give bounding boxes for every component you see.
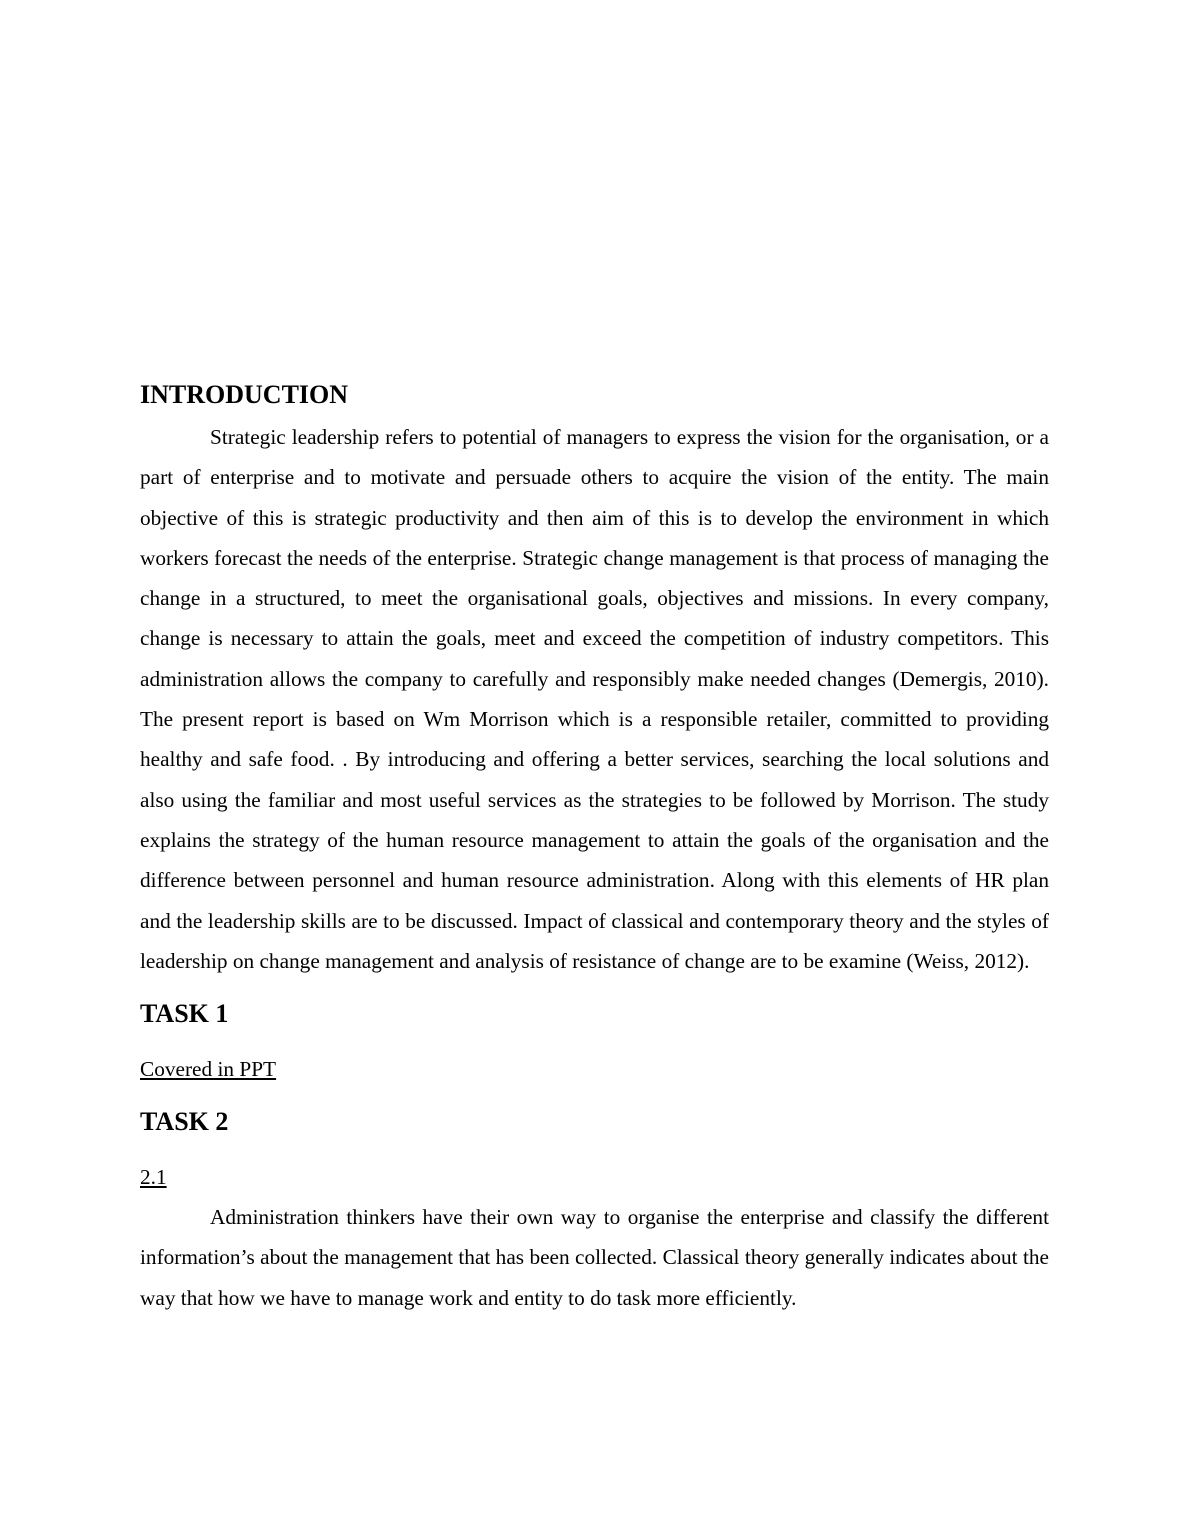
introduction-heading: INTRODUCTION xyxy=(140,380,349,409)
introduction-paragraph: Strategic leadership refers to potential of managers to express the vision for the organisation, or a part of enterprise and to motivate and persuade others to acquire the vision of the entity. The main objective of this is strategic productivity and then aim of this is to develop the environment in which workers forecast the needs of the enterprise. Strategic change management is that process of managing the change in a structured, to meet the organisational goals, objectives and missions. In every company, change is necessary to attain the goals, meet and exceed the competition of industry competitors. This administration allows the company to carefully and responsibly make needed changes (Demergis, 2010). The present report is based on Wm Morrison which is a responsible retailer, committed to providing healthy and safe food. . By introducing and offering a better services, searching the local solutions and also using the familiar and most useful services as the strategies to be followed by Morrison. The study explains the strategy of the human resource management to attain the goals of the organisation and the difference between personnel and human resource administration. Along with this elements of HR plan and the leadership skills are to be discussed. Impact of classical and contemporary theory and the styles of leadership on change management and analysis of resistance of change are to be examine (Weiss, 2012). xyxy=(140,425,1049,973)
document-page xyxy=(140,376,1049,1318)
task1-note: Covered in PPT xyxy=(140,1057,277,1082)
task1-heading: TASK 1 xyxy=(140,999,229,1029)
task2-subheading: 2.1 xyxy=(140,1165,167,1190)
task2-paragraph: Administration thinkers have their own way to organise the enterprise and classify the different information’s about the management that has been collected. Classical theory generally indicates about the way that how we have to manage work and entity to do task more efficiently. xyxy=(140,1205,1049,1310)
task2-heading: TASK 2 xyxy=(140,1107,229,1137)
